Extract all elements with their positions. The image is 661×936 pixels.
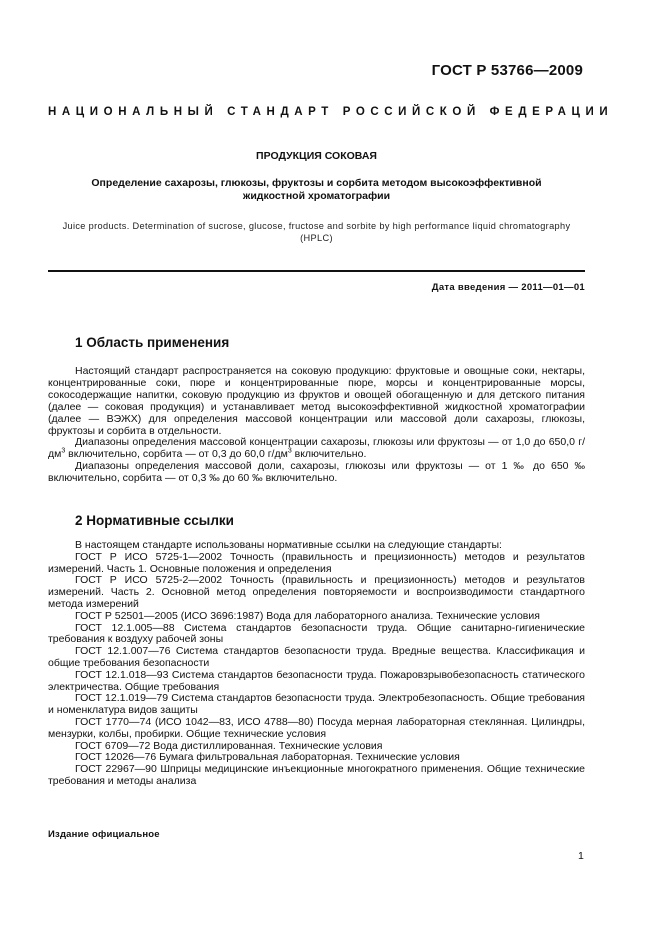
- national-standard-banner: НАЦИОНАЛЬНЫЙ СТАНДАРТ РОССИЙСКОЙ ФЕДЕРАЦИИ: [48, 106, 614, 118]
- official-edition-label: Издание официальное: [48, 829, 160, 840]
- subtitle-line: Определение сахарозы, глюкозы, фруктозы и сорбита методом высокоэффективной: [91, 177, 542, 189]
- section-1-body: [48, 366, 585, 485]
- introduction-date: Дата введения — 2011—01—01: [431, 282, 585, 293]
- reference-item: ГОСТ 12.1.018—93 Система стандартов безопасности труда. Пожаровзрывобезопасность статического электричества. Общие требования: [48, 668, 585, 693]
- horizontal-rule: [48, 270, 585, 272]
- english-title-line: (HPLC): [300, 233, 333, 243]
- reference-item: ГОСТ 12.1.019—79 Система стандартов безопасности труда. Электробезопасность. Общие требования и номенклатура видов защиты: [48, 692, 585, 717]
- paragraph: Диапазоны определения массовой концентрации сахарозы, глюкозы или фруктозы — от 1,0 до 650,0 $г/дм^3$ включительно, сорбита — от 0,3 до 60,0 $г/дм^3$ включительно.: [48, 436, 585, 461]
- reference-item: ГОСТ 12.1.005—88 Система стандартов безопасности труда. Общие санитарно-гигиенические требования к воздуху рабочей зоны: [48, 621, 585, 646]
- reference-item: ГОСТ 6709—72 Вода дистиллированная. Технические условия: [75, 739, 383, 752]
- reference-item: ГОСТ Р ИСО 5725-2—2002 Точность (правильность и прецизионность) методов и результатов измерений. Часть 2. Основной метод определения повторяемости и воспроизводимости стандартного метода измерений: [48, 574, 585, 610]
- reference-item: ГОСТ Р 52501—2005 (ИСО 3696:1987) Вода для лабораторного анализа. Технические условия: [75, 609, 540, 622]
- section-1-heading: 1 Область применения: [75, 335, 230, 350]
- subtitle-line: жидкостной хроматографии: [242, 190, 391, 202]
- section-2-heading: 2 Нормативные ссылки: [75, 513, 234, 528]
- reference-item: ГОСТ Р ИСО 5725-1—2002 Точность (правильность и прецизионность) методов и результатов измерений. Часть 1. Основные положения и определения: [48, 550, 585, 575]
- reference-item: ГОСТ 1770—74 (ИСО 1042—83, ИСО 4788—80) Посуда мерная лабораторная стеклянная. Цилиндры, мензурки, колбы, пробирки. Общие технические условия: [48, 715, 585, 740]
- reference-item: ГОСТ 22967—90 Шприцы медицинские инъекционные многократного применения. Общие технические требования и методы анализа: [48, 763, 585, 787]
- english-title: [48, 220, 585, 244]
- reference-item: ГОСТ 12.1.007—76 Система стандартов безопасности труда. Вредные вещества. Классификация и общие требования безопасности: [48, 645, 585, 669]
- english-title-line: Juice products. Determination of sucrose, glucose, fructose and sorbite by high performance liquid chromatography: [62, 221, 571, 231]
- normative-references-list: [48, 540, 585, 788]
- document-title: ПРОДУКЦИЯ СОКОВАЯ: [256, 150, 377, 162]
- paragraph: Настоящий стандарт распространяется на соковую продукцию: фруктовые и овощные соки, нектары, концентрированные соки, пюре и концентрированные пюре, морсы и концентрированные морсы, сокосодержащие напитки, соковую продукцию из фруктов и овощей обогащенную и для детского питания (далее — соковая продукция) и устанавливает метод высокоэффективной жидкостной хроматографии (далее — ВЭЖХ) для определения массовой концентрации или массовой доли сахарозы, глюкозы, фруктозы и сорбита в отдельности.: [48, 365, 585, 437]
- document-subtitle: [48, 177, 585, 203]
- document-number: ГОСТ Р 53766—2009: [431, 62, 583, 79]
- reference-item: ГОСТ 12026—76 Бумага фильтровальная лабораторная. Технические условия: [75, 751, 460, 764]
- paragraph: Диапазоны определения массовой доли, сахарозы, глюкозы или фруктозы — от 1 ‰ до 650 ‰ включительно, сорбита — от 0,3 ‰ до 60 ‰ включительно.: [48, 460, 585, 485]
- list-intro: В настоящем стандарте использованы нормативные ссылки на следующие стандарты:: [75, 539, 502, 551]
- page-number: 1: [578, 850, 584, 862]
